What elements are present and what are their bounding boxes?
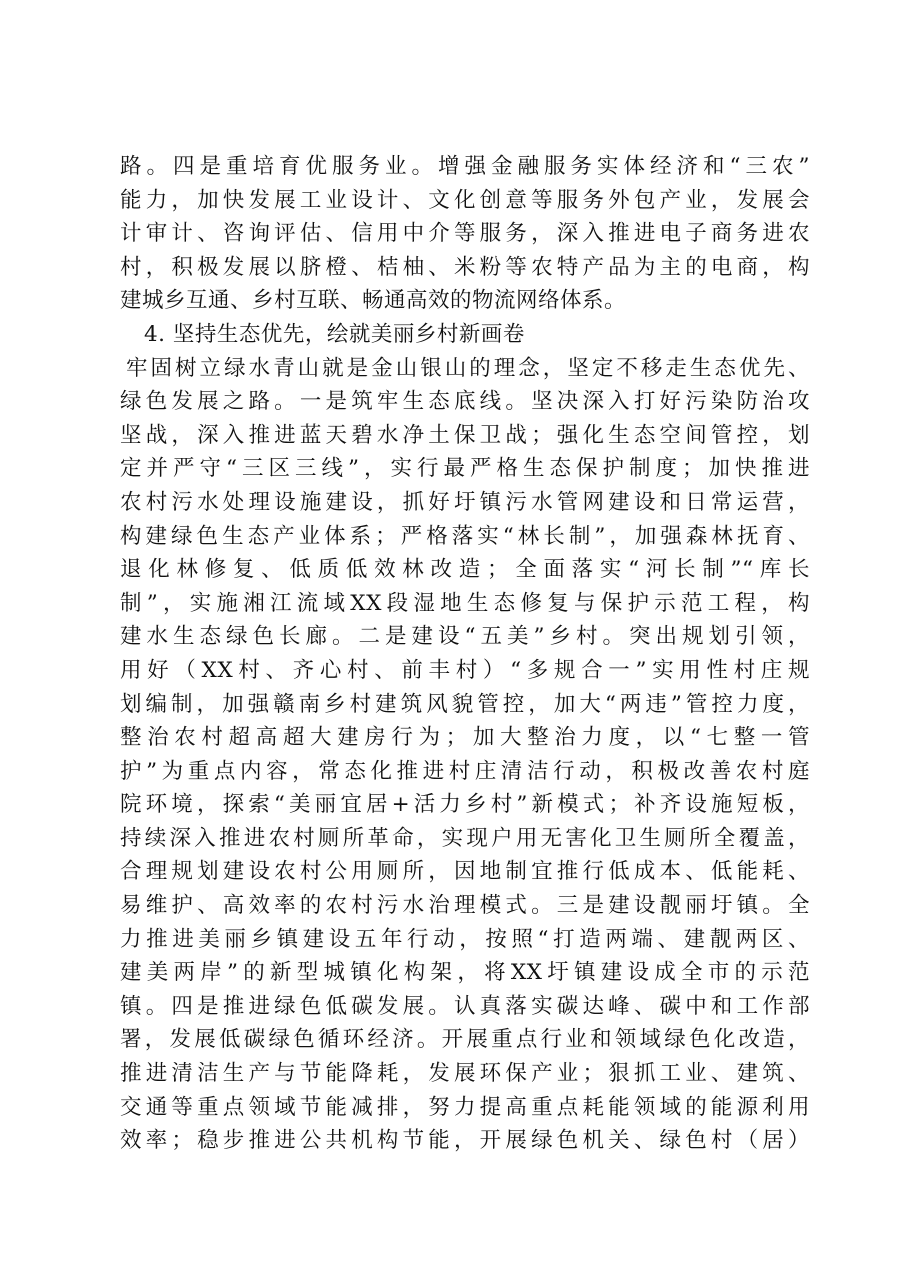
text-line: 署，发展低碳绿色循环经济。开展重点行业和领域绿色化改造，: [120, 1027, 810, 1053]
text-line: 计审计、咨询评估、信用中介等服务，深入推进电子商务进农: [120, 221, 810, 247]
paragraph-1: [120, 150, 810, 318]
text-line: 镇。四是推进绿色低碳发展。认真落实碳达峰、碳中和工作部: [120, 993, 810, 1019]
text-line: 路。四是重培育优服务业。增强金融服务实体经济和“三农”: [120, 154, 810, 179]
text-line: 绿色发展之路。一是筑牢生态底线。坚决深入打好污染防治攻: [120, 389, 810, 415]
text-line: 交通等重点领域节能减排，努力提高重点耗能领域的能源利用: [120, 1094, 810, 1120]
text-line: 力推进美丽乡镇建设五年行动，按照“打造两端、建靓两区、: [120, 926, 810, 952]
text-line: 易维护、高效率的农村污水治理模式。三是建设靓丽圩镇。全: [120, 893, 810, 919]
text-line: 坚战，深入推进蓝天碧水净土保卫战；强化生态空间管控，划: [120, 422, 810, 448]
text-line: 护”为重点内容，常态化推进村庄清洁行动，积极改善农村庭: [120, 758, 810, 784]
text-line: 效率；稳步推进公共机构节能，开展绿色机关、绿色村（居）: [120, 1128, 810, 1154]
text-line: 用好（XX村、齐心村、前丰村）“多规合一”实用性村庄规: [120, 657, 810, 683]
paragraph-2: [120, 352, 810, 1158]
text-line: 退化林修复、低质低效林改造；全面落实“河长制”“库长: [120, 557, 810, 583]
text-line: 建水生态绿色长廊。二是建设“五美”乡村。突出规划引领，: [120, 624, 810, 650]
text-line: 推进清洁生产与节能降耗，发展环保产业；狠抓工业、建筑、: [120, 1061, 810, 1087]
text-line: 能力，加快发展工业设计、文化创意等服务外包产业，发展会: [120, 187, 810, 213]
text-line: 划编制，加强赣南乡村建筑风貌管控，加大“两违”管控力度，: [120, 691, 810, 717]
text-line: 构建绿色生态产业体系；严格落实“林长制”，加强森林抚育、: [120, 523, 810, 549]
text-line: 农村污水处理设施建设，抓好圩镇污水管网建设和日常运营，: [120, 489, 810, 515]
text-line: 建美两岸”的新型城镇化构架，将XX圩镇建设成全市的示范: [120, 960, 810, 986]
section-heading: 4. 坚持生态优先，绘就美丽乡村新画卷: [144, 321, 525, 347]
text-line: 制”，实施湘江流域XX段湿地生态修复与保护示范工程，构: [120, 590, 810, 616]
text-line: 整治农村超高超大建房行为；加大整治力度，以“七整一管: [120, 725, 810, 751]
text-line: 建城乡互通、乡村互联、畅通高效的物流网络体系。: [120, 288, 627, 314]
text-line: 村，积极发展以脐橙、桔柚、米粉等农特产品为主的电商，构: [120, 254, 810, 280]
text-line: 持续深入推进农村厕所革命，实现户用无害化卫生厕所全覆盖，: [120, 825, 810, 851]
text-line: 定并严守“三区三线”，实行最严格生态保护制度；加快推进: [120, 456, 810, 482]
text-line: 合理规划建设农村公用厕所，因地制宜推行低成本、低能耗、: [120, 859, 810, 885]
text-line: 院环境，探索“美丽宜居+活力乡村”新模式；补齐设施短板，: [120, 792, 810, 818]
text-line: 牢固树立绿水青山就是金山银山的理念，坚定不移走生态优先、: [126, 355, 810, 381]
document-body: [120, 150, 810, 1158]
